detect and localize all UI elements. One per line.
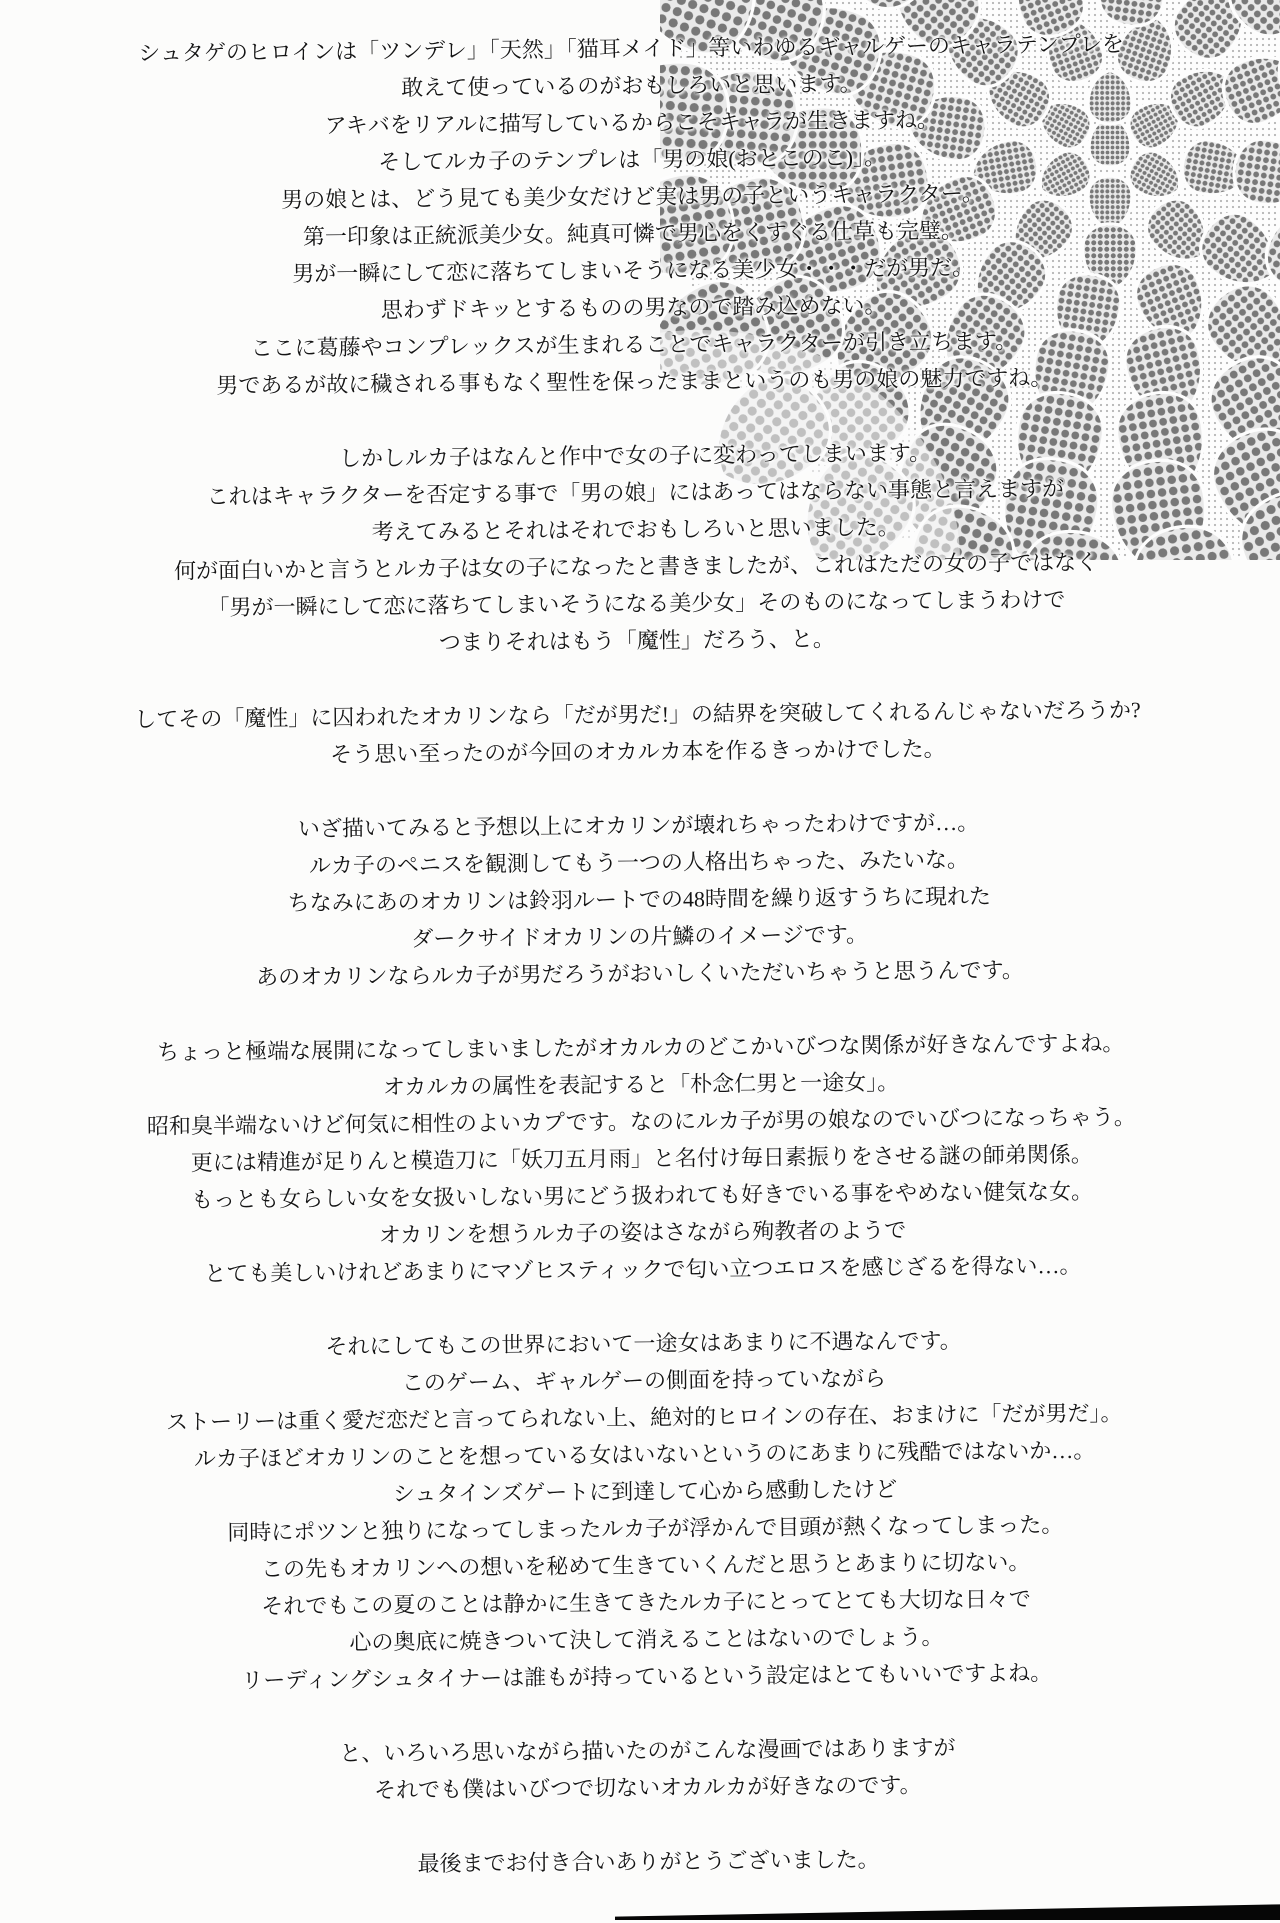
- text-line: オカルカの属性を表記すると「朴念仁男と一途女」。: [382, 1069, 900, 1100]
- text-line: アキバをリアルに描写しているからこそキャラが生きますね。: [324, 107, 940, 138]
- text-line: これはキャラクターを否定する事で「男の娘」にはあってはならない事態と言えますが: [206, 475, 1065, 510]
- text-line: と、いろいろ思いながら描いたのがこんな漫画ではありますが: [339, 1735, 956, 1766]
- paragraph: [15, 1726, 1280, 1812]
- paragraph: [11, 1319, 1278, 1701]
- text-line: 男が一瞬にして恋に落ちてしまいそうになる美少女・・・だが男だ。: [292, 254, 975, 287]
- text-line: 更には精進が足りんと模造刀に「妖刀五月雨」と名付け毎日素振りをさせる謎の師弟関係。: [190, 1141, 1093, 1176]
- text-line: してその「魔性」に囚われたオカリンなら「だが男だ!」の結界を突破してくれるんじゃないだろうか?: [134, 697, 1141, 732]
- paragraph: [3, 431, 1269, 665]
- text-line: ダークサイドオカリンの片鱗のイメージです。: [411, 921, 869, 952]
- text-line: 男の娘とは、どう見ても美少女だけど実は男の子というキャラクター。: [281, 180, 984, 213]
- text-line: それにしてもこの世界において一途女はあまりに不遇なんです。: [325, 1327, 962, 1360]
- text-line: シュタインズゲートに到達して心から感動したけど: [392, 1476, 898, 1507]
- text-line: 何が面白いかと言うとルカ子は女の子になったと書きましたが、これはただの女の子ではなく: [173, 549, 1099, 584]
- text-line: オカリンを想うルカ子の姿はさながら殉教者のようで: [378, 1217, 907, 1248]
- text-line: 思わずドキッとするものの男なので踏み込めない。: [380, 292, 887, 323]
- text-line: つまりそれはもう「魔性」だろう、と。: [438, 626, 835, 655]
- text-line: リーディングシュタイナーは誰もが持っているという設定はとてもいいですよね。: [241, 1660, 1053, 1693]
- text-line: 心の奥底に焼きついて決して消えることはないのでしょう。: [349, 1624, 944, 1655]
- text-line: あのオカリンならルカ子が男だろうがおいしくいただいちゃうと思うんです。: [256, 957, 1024, 990]
- text-line: とても美しいけれどあまりにマゾヒスティックで匂い立つエロスを感じざるを得ない…。: [204, 1252, 1082, 1287]
- text-line: ここに葛藤やコンプレックスが生まれることでキャラクターが引き立ちます。: [250, 328, 1018, 361]
- text-line: 最後までお付き合いありがとうございました。: [417, 1846, 880, 1877]
- text-line: 男であるが故に穢される事もなく聖性を保ったままというのも男の娘の魅力ですね。: [216, 365, 1053, 399]
- paragraph: [16, 1837, 1280, 1886]
- text-line: この先もオカリンへの想いを秘めて生きていくんだと思うとあまりに切ない。: [260, 1549, 1031, 1582]
- afterword-text: [0, 24, 1280, 1923]
- text-line: 敢えて使っているのがおもしろいと思います。: [401, 70, 862, 101]
- text-line: ルカ子のペニスを観測してもう一つの人格出ちゃった、みたいな。: [308, 846, 970, 879]
- text-line: 同時にポツンと独りになってしまったルカ子が浮かんで目頭が熱くなってしまった。: [227, 1511, 1064, 1545]
- paragraph: [0, 24, 1266, 406]
- text-line: ちなみにあのオカリンは鈴羽ルートでの48時間を繰り返すうちに現れた: [287, 883, 992, 916]
- text-line: シュタゲのヒロインは「ツンデレ」「天然」「猫耳メイド」等いわゆるギャルゲーのキャラテンプレを: [138, 31, 1125, 66]
- text-line: ちょっと極端な展開になってしまいましたがオカルカのどこかいびつな関係が好きなんですよね。: [156, 1030, 1125, 1065]
- paragraph: [9, 1023, 1275, 1294]
- text-line: それでも僕はいびつで切ないオカルカが好きなのです。: [373, 1772, 922, 1803]
- text-line: そう思い至ったのが今回のオカルカ本を作るきっかけでした。: [330, 736, 946, 767]
- text-line: 昭和臭半端ないけど何気に相性のよいカプです。なのにルカ子が男の娘なのでいびつになっちゃう。: [146, 1104, 1136, 1139]
- text-line: いざ描いてみると予想以上にオカリンが壊れちゃったわけですが…。: [297, 809, 980, 842]
- paragraph: [5, 690, 1270, 776]
- paragraph: [6, 801, 1272, 998]
- text-line: 「男が一瞬にして恋に落ちてしまいそうになる美少女」そのものになってしまうわけで: [207, 586, 1066, 621]
- text-line: ストーリーは重く愛だ恋だと言ってられない上、絶対的ヒロインの存在、おまけに「だが男だ」。: [165, 1400, 1123, 1435]
- text-line: それでもこの夏のことは静かに生きてきたルカ子にとってとても大切な日々で: [261, 1586, 1031, 1619]
- text-line: このゲーム、ギャルゲーの側面を持っていながら: [401, 1365, 887, 1396]
- text-line: もっとも女らしい女を女扱いしない男にどう扱われても好きでいる事をやめない健気な女。: [191, 1178, 1094, 1213]
- text-line: しかしルカ子はなんと作中で女の子に変わってしまいます。: [338, 440, 932, 471]
- text-line: ルカ子ほどオカリンのことを想っている女はいないというのにあまりに残酷ではないか…。: [193, 1437, 1096, 1472]
- text-line: 第一印象は正統派美少女。純真可憐で男心をくすぐる仕草も完璧。: [302, 217, 964, 250]
- text-line: そしてルカ子のテンプレは「男の娘(おとこのこ)」。: [378, 144, 887, 175]
- text-line: 考えてみるとそれはそれでおもしろいと思いました。: [371, 514, 900, 545]
